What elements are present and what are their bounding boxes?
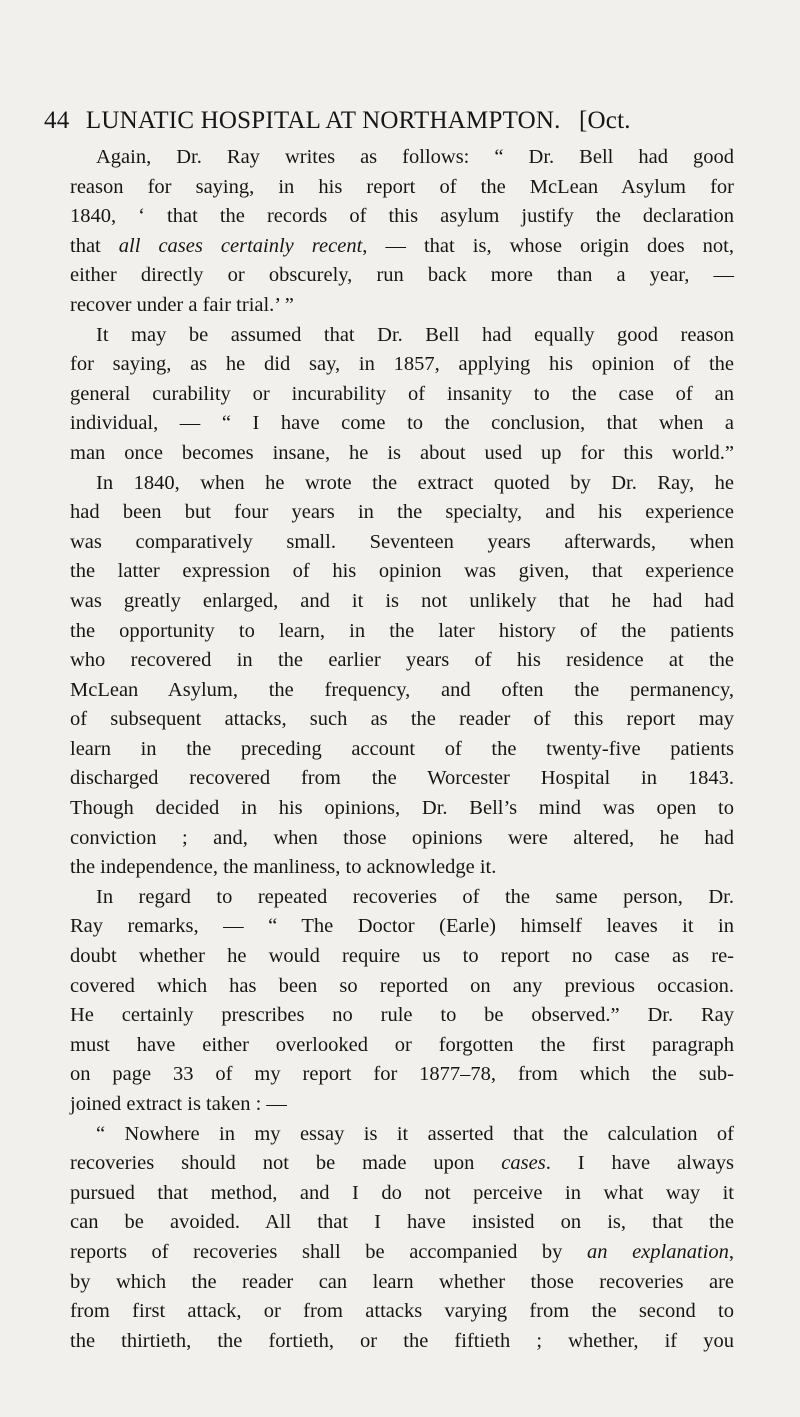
text-line: individual, — “ I have come to the conclusion, that when a [70, 412, 734, 435]
text-line: Though decided in his opinions, Dr. Bell’s mind was open to [70, 797, 734, 820]
text-line: pursued that method, and I do not perceive in what way it [70, 1181, 734, 1204]
text-line: the latter expression of his opinion was given, that experience [70, 560, 734, 583]
text-line: reports of recoveries shall be accompanied by an explanation, [70, 1240, 734, 1263]
text-line: of subsequent attacks, such as the reader of this report may [70, 708, 734, 731]
text-line: the opportunity to learn, in the later history of the patients [70, 619, 734, 642]
text-line: It may be assumed that Dr. Bell had equally good reason [96, 323, 734, 346]
text-line: must have either overlooked or forgotten the first paragraph [70, 1033, 734, 1056]
text-line: He certainly prescribes no rule to be observed.” Dr. Ray [70, 1004, 734, 1027]
text-line: was comparatively small. Seventeen years afterwards, when [70, 530, 734, 553]
text-line: conviction ; and, when those opinions were altered, he had [70, 826, 734, 849]
text-line: for saying, as he did say, in 1857, applying his opinion of the [70, 353, 734, 376]
text-line: the independence, the manliness, to acknowledge it. [70, 856, 497, 879]
text-line: In 1840, when he wrote the extract quoted by Dr. Ray, he [96, 471, 734, 494]
running-date: [Oct. [579, 107, 631, 134]
text-line: general curability or incurability of insanity to the case of an [70, 382, 734, 405]
text-line: recoveries should not be made upon cases. I have always [70, 1152, 734, 1175]
text-line: 1840, ‘ that the records of this asylum justify the declaration [70, 205, 734, 228]
text-line: Again, Dr. Ray writes as follows: “ Dr. Bell had good [96, 146, 734, 168]
text-line: discharged recovered from the Worcester Hospital in 1843. [70, 767, 734, 790]
running-header [44, 106, 744, 136]
text-line: that all cases certainly recent, — that is, whose origin does not, [70, 234, 734, 257]
text-line: learn in the preceding account of the twenty-five patients [70, 737, 734, 760]
text-line: either directly or obscurely, run back more than a year, — [70, 264, 734, 287]
text-line: “ Nowhere in my essay is it asserted that the calculation of [96, 1122, 734, 1145]
text-line: covered which has been so reported on any previous occasion. [70, 974, 734, 997]
text-line: reason for saying, in his report of the McLean Asylum for [70, 175, 734, 198]
text-line: man once becomes insane, he is about used up for this world.” [70, 441, 734, 464]
text-line: In regard to repeated recoveries of the same person, Dr. [96, 885, 734, 908]
text-line: by which the reader can learn whether those recoveries are [70, 1270, 734, 1293]
text-line: from first attack, or from attacks varying from the second to [70, 1300, 734, 1323]
text-line: joined extract is taken : — [70, 1093, 287, 1115]
text-line: the thirtieth, the fortieth, or the fiftieth ; whether, if you [70, 1329, 734, 1352]
page-number: 44 [44, 107, 70, 134]
text-line: Ray remarks, — “ The Doctor (Earle) himself leaves it in [70, 915, 734, 938]
text-line: who recovered in the earlier years of his residence at the [70, 649, 734, 672]
text-line: had been but four years in the specialty, and his experience [70, 501, 734, 524]
running-title: LUNATIC HOSPITAL AT NORTHAMPTON. [85, 107, 561, 134]
text-line: McLean Asylum, the frequency, and often the permanency, [70, 678, 734, 701]
text-line: was greatly enlarged, and it is not unlikely that he had had [70, 589, 734, 612]
body-text [70, 143, 734, 1356]
text-line: on page 33 of my report for 1877–78, from which the sub- [70, 1063, 734, 1086]
text-line: doubt whether he would require us to report no case as re- [70, 945, 734, 968]
text-line: recover under a fair trial.’ ” [70, 293, 294, 316]
text-line: can be avoided. All that I have insisted on is, that the [70, 1211, 734, 1234]
